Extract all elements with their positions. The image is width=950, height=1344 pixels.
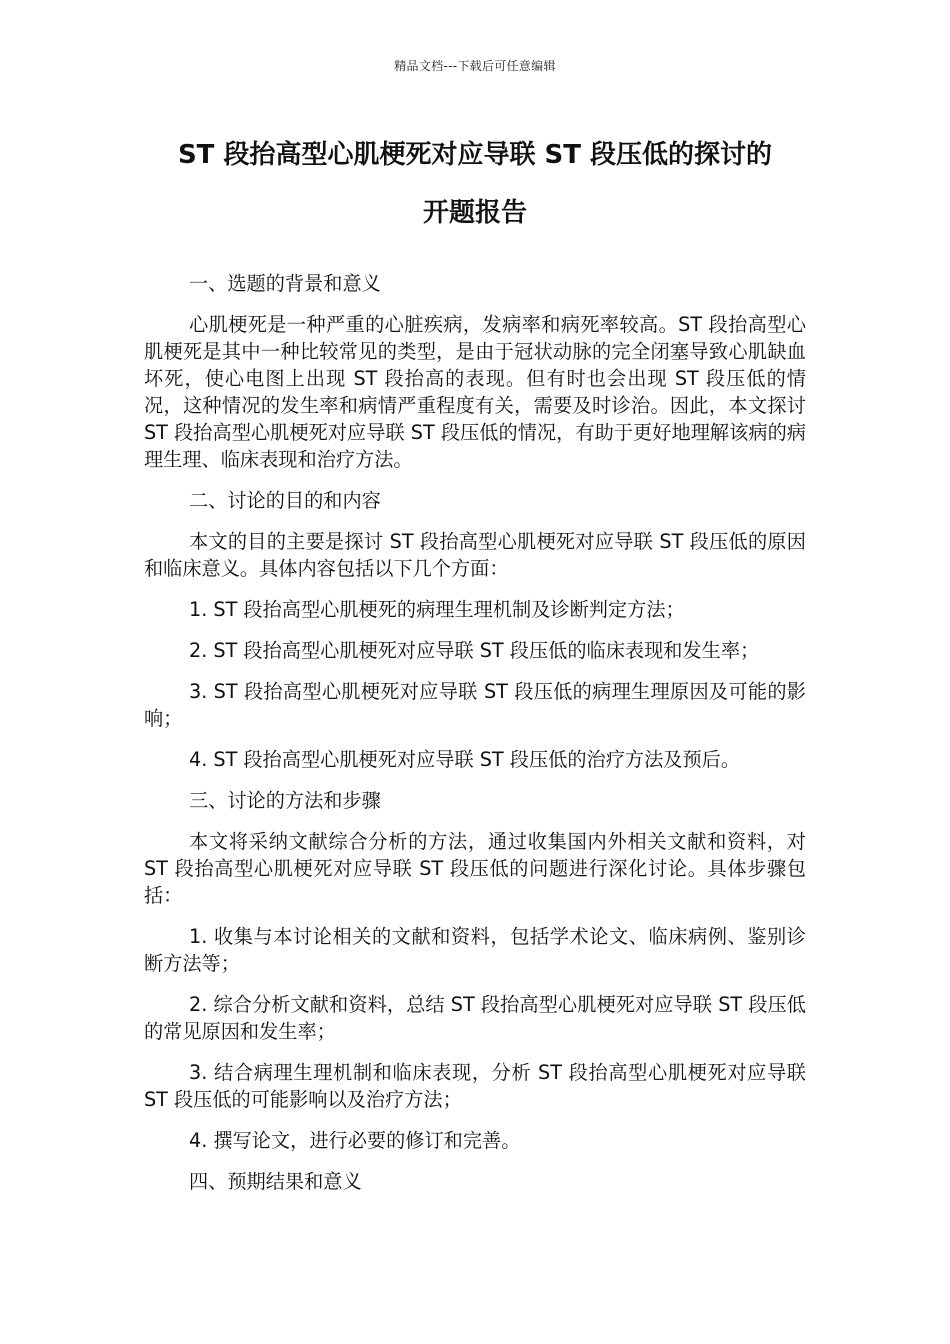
paragraph-purpose: 本文的目的主要是探讨 ST 段抬高型心肌梗死对应导联 ST 段压低的原因和临床意义。具体内容包括以下几个方面：: [144, 530, 806, 580]
list-item-step-2: 2. 综合分析文献和资料，总结 ST 段抬高型心肌梗死对应导联 ST 段压低的常见原因和发生率；: [144, 993, 806, 1043]
paragraph-method: 本文将采纳文献综合分析的方法，通过收集国内外相关文献和资料，对 ST 段抬高型心肌梗死对应导联 ST 段压低的问题进行深化讨论。具体步骤包括：: [144, 830, 806, 907]
list-item-content-2: 2. ST 段抬高型心肌梗死对应导联 ST 段压低的临床表现和发生率；: [189, 639, 760, 662]
page-header-note: 精品文档---下载后可任意编辑: [394, 59, 556, 73]
document-body: [144, 270, 806, 1209]
list-item-step-4: 4. 撰写论文，进行必要的修订和完善。: [189, 1129, 521, 1152]
section-heading-expected-results: 四、预期结果和意义: [189, 1170, 362, 1193]
list-item-step-3: 3. 结合病理生理机制和临床表现，分析 ST 段抬高型心肌梗死对应导联 ST 段压低的可能影响以及治疗方法；: [144, 1061, 806, 1111]
section-heading-background: 一、选题的背景和意义: [189, 272, 381, 295]
paragraph-background: 心肌梗死是一种严重的心脏疾病，发病率和病死率较高。ST 段抬高型心肌梗死是其中一种比较常见的类型，是由于冠状动脉的完全闭塞导致心肌缺血坏死，使心电图上出现 ST 段抬高的表现。但有时也会出现 ST 段压低的情况，这种情况的发生率和病情严重程度有关，需要及时诊治。因此，本文探讨 ST 段抬高型心肌梗死对应导联 ST 段压低的情况，有助于更好地理解该病的病理生理、临床表现和治疗方法。: [144, 313, 806, 471]
list-item-content-4: 4. ST 段抬高型心肌梗死对应导联 ST 段压低的治疗方法及预后。: [189, 748, 741, 771]
list-item-content-3: 3. ST 段抬高型心肌梗死对应导联 ST 段压低的病理生理原因及可能的影响；: [144, 680, 806, 730]
document-title-line-2: 开题报告: [422, 198, 527, 228]
section-heading-purpose: 二、讨论的目的和内容: [189, 489, 381, 512]
document-title-line-1: ST 段抬高型心肌梗死对应导联 ST 段压低的探讨的: [177, 140, 773, 170]
list-item-step-1: 1. 收集与本讨论相关的文献和资料，包括学术论文、临床病例、鉴别诊断方法等；: [144, 925, 806, 975]
list-item-content-1: 1. ST 段抬高型心肌梗死的病理生理机制及诊断判定方法；: [189, 598, 685, 621]
section-heading-method: 三、讨论的方法和步骤: [189, 789, 381, 812]
